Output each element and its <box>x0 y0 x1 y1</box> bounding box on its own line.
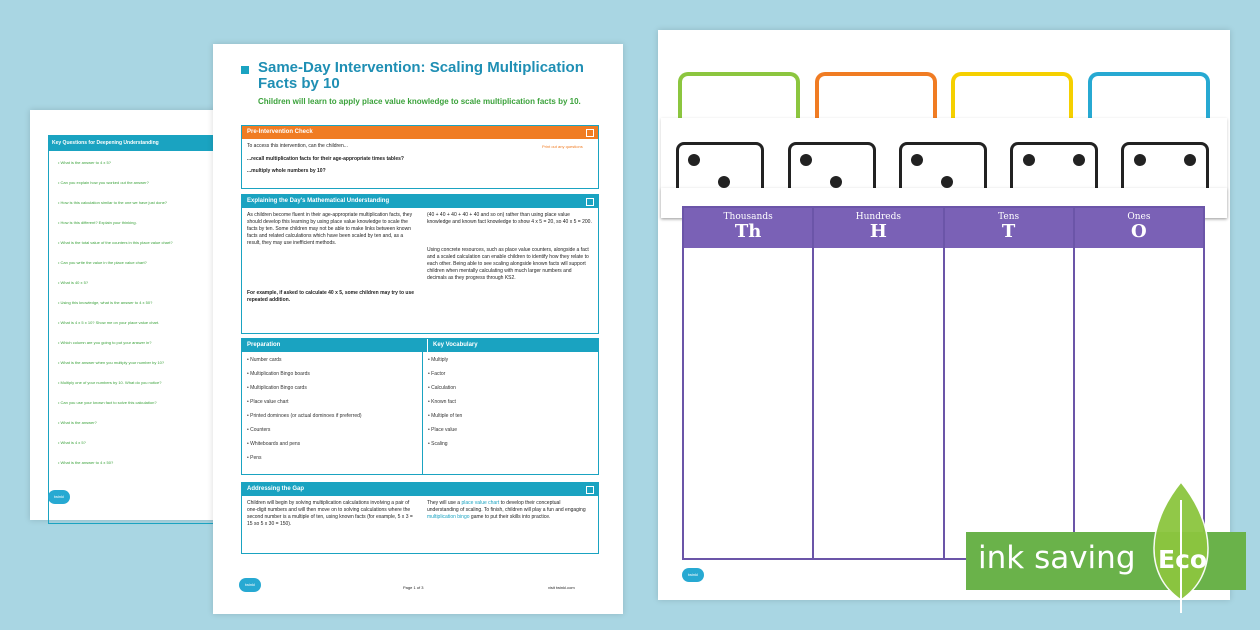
column-header: Thousands Th <box>684 208 812 248</box>
dice-dot-icon <box>830 176 842 188</box>
key-question-item: • Can you use your known fact to solve this calculation? <box>58 400 157 405</box>
preparation-item[interactable]: • Printed dominoes (or actual dominoes if preferred) <box>247 413 362 419</box>
page-number: Page 1 of 3 <box>403 585 424 590</box>
eco-label: Eco <box>1158 545 1208 574</box>
key-question-item: • What is the total value of the counters in this place value chart? <box>58 240 173 245</box>
column-hundreds <box>814 208 944 558</box>
key-question-item: • What is 4 x 5 x 10? Show me on your place value chart. <box>58 320 160 325</box>
dice-dot-icon <box>1184 154 1196 166</box>
dice-card <box>1010 142 1098 194</box>
preparation-item[interactable]: • Place value chart <box>247 399 289 405</box>
twinkl-logo: twinkl <box>239 578 261 592</box>
vocabulary-item: • Multiple of ten <box>428 413 463 419</box>
dice-dot-icon <box>718 176 730 188</box>
key-question-item: • What is the answer to 4 x 50? <box>58 460 114 465</box>
key-question-item: • What is 4 x 5? <box>58 440 86 445</box>
prep-vocab-section <box>241 338 599 475</box>
column-header: Ones O <box>1075 208 1203 248</box>
dice-dot-icon <box>1134 154 1146 166</box>
key-question-item: • Using this knowledge, what is the answer to 4 x 50? <box>58 300 153 305</box>
vocabulary-item: • Place value <box>428 427 457 433</box>
column-divider <box>422 352 423 474</box>
section-icon <box>586 486 594 494</box>
dice-dot-icon <box>911 154 923 166</box>
addressing-right-text: They will use a place value chart to develop their conceptual understanding of scaling. To finish, children will play a fun and engaging multiplication bingo game to put their skills into practice. <box>427 500 586 520</box>
column-header: Hundreds H <box>814 208 942 248</box>
explaining-left-text: As children become fluent in their age-appropriate multiplication facts, they should develop this learning by using place value knowledge to scale the facts by ten. Some children may not be able to make links between known facts and related calculations which have been scaled by ten and, as a result, they may use inefficient methods. <box>247 212 413 246</box>
ink-saving-label: ink saving <box>978 540 1136 576</box>
preparation-item[interactable]: • Multiplication Bingo cards <box>247 385 307 391</box>
preparation-item: • Pens <box>247 455 262 461</box>
pre-check-heading: Pre-Intervention Check <box>242 126 598 139</box>
dice-card <box>676 142 764 194</box>
section-icon <box>586 198 594 206</box>
column-tens <box>945 208 1075 558</box>
explaining-right-text: (40 + 40 + 40 + 40 + 40 and so on) rather than using place value knowledge and known fact knowledge to show 4 x 5 = 20, so 40 x 5 = 200. <box>427 212 592 225</box>
footer-site: visit twinkl.com <box>548 585 575 590</box>
vocabulary-item: • Multiply <box>428 357 449 363</box>
vocabulary-item: • Calculation <box>428 385 456 391</box>
twinkl-logo: twinkl <box>682 568 704 582</box>
key-question-item: • How is this different? Explain your thinking. <box>58 220 137 225</box>
dice-dot-icon <box>941 176 953 188</box>
section-icon <box>586 129 594 137</box>
explaining-example: For example, if asked to calculate 40 x 5, some children may try to use repeated addition. <box>247 290 415 303</box>
addressing-left-text: Children will begin by solving multiplication calculations involving a pair of one-digit numbers and will then move on to solving calculations where the second number is a multiple of ten, using known facts (for example, 5 x 3 = 15 so 5 x 30 = 150). <box>247 500 413 527</box>
page-title: Same-Day Intervention: Scaling Multiplication Facts by 10 <box>258 59 584 92</box>
explaining-section <box>241 194 599 334</box>
preparation-item[interactable]: • Multiplication Bingo boards <box>247 371 310 377</box>
dice-dot-icon <box>1023 154 1035 166</box>
key-question-item: • How is this calculation similar to the one we have just done? <box>58 200 168 205</box>
preparation-item: • Whiteboards and pens <box>247 441 301 447</box>
column-thousands <box>684 208 814 558</box>
key-question-item: • Can you explain how you worked out the answer? <box>58 180 149 185</box>
dice-card <box>899 142 987 194</box>
front-worksheet-page <box>213 44 623 614</box>
key-questions-heading: Key Questions for Deepening Understanding <box>48 135 220 151</box>
page-subtitle: Children will learn to apply place value knowledge to scale multiplication facts by 10. <box>258 97 581 106</box>
key-question-item: • What is the answer? <box>58 420 97 425</box>
preparation-heading: Preparation <box>242 339 427 352</box>
preparation-item: • Counters <box>247 427 271 433</box>
pre-check-intro: To access this intervention, can the children... <box>247 143 348 149</box>
dice-dot-icon <box>800 154 812 166</box>
key-question-item: • Can you write the value in the place value chart? <box>58 260 147 265</box>
multiplication-bingo-link[interactable]: multiplication bingo <box>427 514 470 520</box>
key-questions-box <box>48 151 220 524</box>
title-bullet-icon <box>241 66 249 74</box>
explaining-right-text-2: Using concrete resources, such as place value counters, alongside a fact and a scaled calculation can enable children to identify how they relate to each other. Being able to see scaling alongside known facts will support children when mentally calculating with much larger numbers and decimals as they progress through KS2. <box>427 247 589 281</box>
dice-card <box>1121 142 1209 194</box>
addressing-section <box>241 482 599 554</box>
back-worksheet-page <box>30 110 226 520</box>
key-question-item: • What is 40 x 5? <box>58 280 89 285</box>
pre-check-item: ...multiply whole numbers by 10? <box>247 168 326 174</box>
twinkl-logo: twinkl <box>48 490 70 504</box>
vocabulary-item: • Scaling <box>428 441 448 447</box>
dice-dot-icon <box>688 154 700 166</box>
place-value-grid <box>682 206 1205 560</box>
vocabulary-item: • Known fact <box>428 399 456 405</box>
column-header: Tens T <box>945 208 1073 248</box>
dice-dot-icon <box>1073 154 1085 166</box>
dice-card <box>788 142 876 194</box>
preparation-item[interactable]: • Number cards <box>247 357 282 363</box>
key-question-item: • Multiply one of your numbers by 10. What do you notice? <box>58 380 162 385</box>
vocabulary-heading: Key Vocabulary <box>427 339 598 352</box>
pre-check-item: ...recall multiplication facts for their age-appropriate times tables? <box>247 156 404 162</box>
explaining-heading: Explaining the Day's Mathematical Understanding <box>242 195 598 208</box>
pre-check-section <box>241 125 599 189</box>
place-value-chart-link[interactable]: place value chart <box>461 500 500 506</box>
key-question-item: • What is the answer to 4 x 5? <box>58 160 111 165</box>
pre-check-note: Print out any questions <box>542 144 583 149</box>
key-question-item: • What is the answer when you multiply your number by 10? <box>58 360 165 365</box>
key-question-item: • Which column are you going to put your answer in? <box>58 340 152 345</box>
addressing-heading: Addressing the Gap <box>242 483 598 496</box>
vocabulary-item: • Factor <box>428 371 446 377</box>
